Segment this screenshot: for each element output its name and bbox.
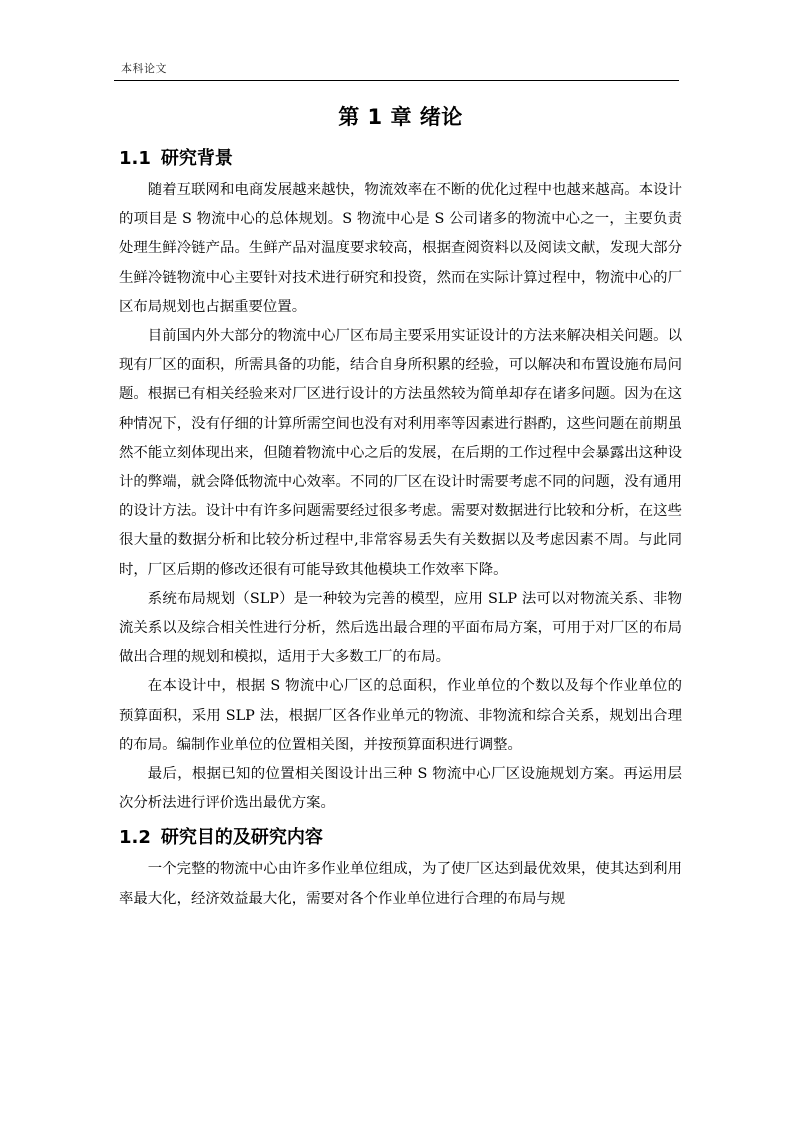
paragraph: 在本设计中，根据 S 物流中心厂区的总面积，作业单位的个数以及每个作业单位的预算面积，采用 SLP 法，根据厂区各作业单元的物流、非物流和综合关系，规划出合理的布局。编制作业单位的位置相关图，并按预算面积进行调整。 <box>119 678 682 753</box>
section-number: 1.1 <box>119 148 151 169</box>
section-number: 1.2 <box>119 827 151 849</box>
section-title: 研究目的及研究内容 <box>160 827 323 849</box>
paragraph: 一个完整的物流中心由许多作业单位组成，为了使厂区达到最优效果，使其达到利用率最大化，经济效益最大化，需要对各个作业单位进行合理的布局与规 <box>119 861 682 907</box>
header-divider <box>114 80 679 81</box>
paragraph: 随着互联网和电商发展越来越快，物流效率在不断的优化过程中也越来越高。本设计的项目是 S 物流中心的总体规划。S 物流中心是 S 公司诸多的物流中心之一，主要负责处理生鲜冷链产品。生鲜产品对温度要求较高，根据查阅资料以及阅读文献，发现大部分生鲜冷链物流中心主要针对技术进行研究和投资，然而在实际计算过程中，物流中心的厂区布局规划也占据重要位置。 <box>119 182 682 315</box>
section-heading <box>119 821 682 855</box>
section-research-background <box>119 142 682 818</box>
chapter-title: 第 1 章 绪论 <box>338 105 463 129</box>
section-research-purpose <box>119 821 682 913</box>
running-header: 本科论文 <box>121 62 167 75</box>
paragraph: 目前国内外大部分的物流中心厂区布局主要采用实证设计的方法来解决相关问题。以现有厂区的面积，所需具备的功能，结合自身所积累的经验，可以解决和布置设施布局问题。根据已有相关经验来对厂区进行设计的方法虽然较为简单却存在诸多问题。因为在这种情况下，没有仔细的计算所需空间也没有对利用率等因素进行斟酌，这些问题在前期虽然不能立刻体现出来，但随着物流中心之后的发展，在后期的工作过程中会暴露出这种设计的弊端，就会降低物流中心效率。不同的厂区在设计时需要考虑不同的问题，没有通用的设计方法。设计中有许多问题需要经过很多考虑。需要对数据进行比较和分析，在这些很大量的数据分析和比较分析过程中,非常容易丢失有关数据以及考虑因素不周。与此同时，厂区后期的修改还很有可能导致其他模块工作效率下降。 <box>119 328 682 578</box>
section-heading <box>119 142 682 176</box>
document-body <box>119 98 682 914</box>
paragraph: 最后，根据已知的位置相关图设计出三种 S 物流中心厂区设施规划方案。再运用层次分析法进行评价选出最优方案。 <box>119 766 682 812</box>
paragraph: 系统布局规划（SLP）是一种较为完善的模型，应用 SLP 法可以对物流关系、非物流关系以及综合相关性进行分析，然后选出最合理的平面布局方案，可用于对厂区的布局做出合理的规划和模拟，适用于大多数工厂的布局。 <box>119 590 682 666</box>
section-title: 研究背景 <box>160 148 233 169</box>
